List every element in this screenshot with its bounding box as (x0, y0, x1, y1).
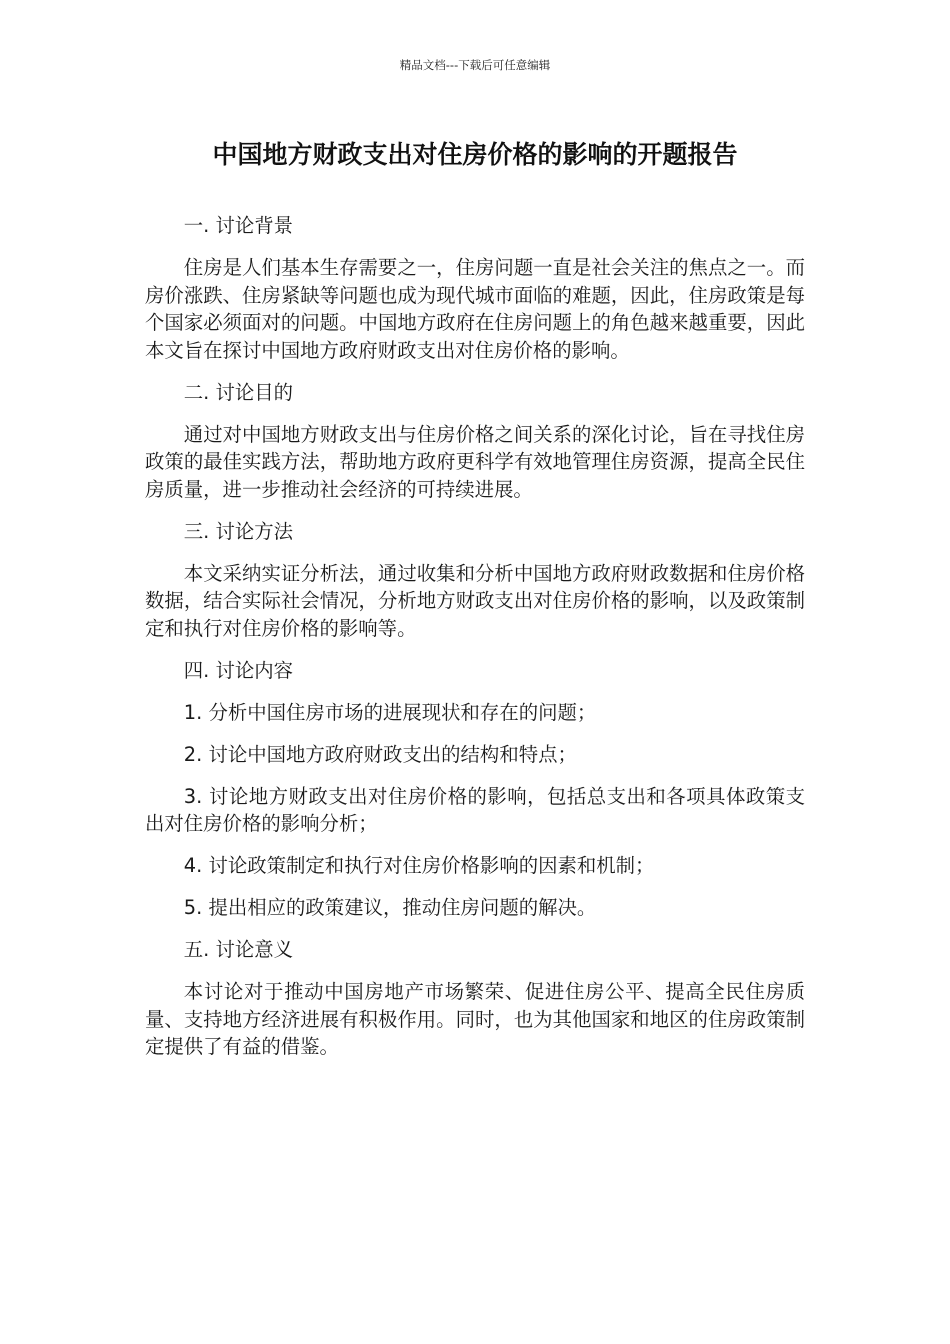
content-list-item: 4. 讨论政策制定和执行对住房价格影响的因素和机制； (183, 854, 655, 877)
content-list-item: 2. 讨论中国地方政府财政支出的结构和特点； (183, 742, 577, 766)
section-heading-method: 三. 讨论方法 (183, 519, 294, 543)
section-text-purpose: 通过对中国地方财政支出与住房价格之间关系的深化讨论，旨在寻找住房政策的最佳实践方法，帮助地方政府更科学有效地管理住房资源，提高全民住房质量，进一步推动社会经济的可持续进展。 (145, 422, 805, 501)
document-title: 中国地方财政支出对住房价格的影响的开题报告 (212, 140, 738, 169)
section-heading-purpose: 二. 讨论目的 (183, 380, 294, 404)
content-list-item: 1. 分析中国住房市场的进展现状和存在的问题； (183, 700, 597, 724)
section-text-background: 住房是人们基本生存需要之一，住房问题一直是社会关注的焦点之一。而房价涨跌、住房紧缺等问题也成为现代城市面临的难题，因此，住房政策是每个国家必须面对的问题。中国地方政府在住房问题上的角色越来越重要，因此本文旨在探讨中国地方政府财政支出对住房价格的影响。 (145, 256, 805, 362)
section-heading-content: 四. 讨论内容 (183, 658, 294, 682)
document-body (145, 212, 805, 1075)
section-heading-background: 一. 讨论背景 (183, 214, 294, 237)
section-text-method: 本文采纳实证分析法，通过收集和分析中国地方政府财政数据和住房价格数据，结合实际社会情况，分析地方财政支出对住房价格的影响，以及政策制定和执行对住房价格的影响等。 (145, 561, 805, 640)
section-text-significance: 本讨论对于推动中国房地产市场繁荣、促进住房公平、提高全民住房质量、支持地方经济进展有积极作用。同时，也为其他国家和地区的住房政策制定提供了有益的借鉴。 (145, 980, 805, 1058)
content-list-item: 3. 讨论地方财政支出对住房价格的影响，包括总支出和各项具体政策支出对住房价格的影响分析； (145, 784, 805, 835)
page-header-note: 精品文档---下载后可任意编辑 (399, 58, 551, 72)
section-heading-significance: 五. 讨论意义 (183, 938, 294, 961)
content-list-item: 5. 提出相应的政策建议，推动住房问题的解决。 (183, 896, 597, 919)
